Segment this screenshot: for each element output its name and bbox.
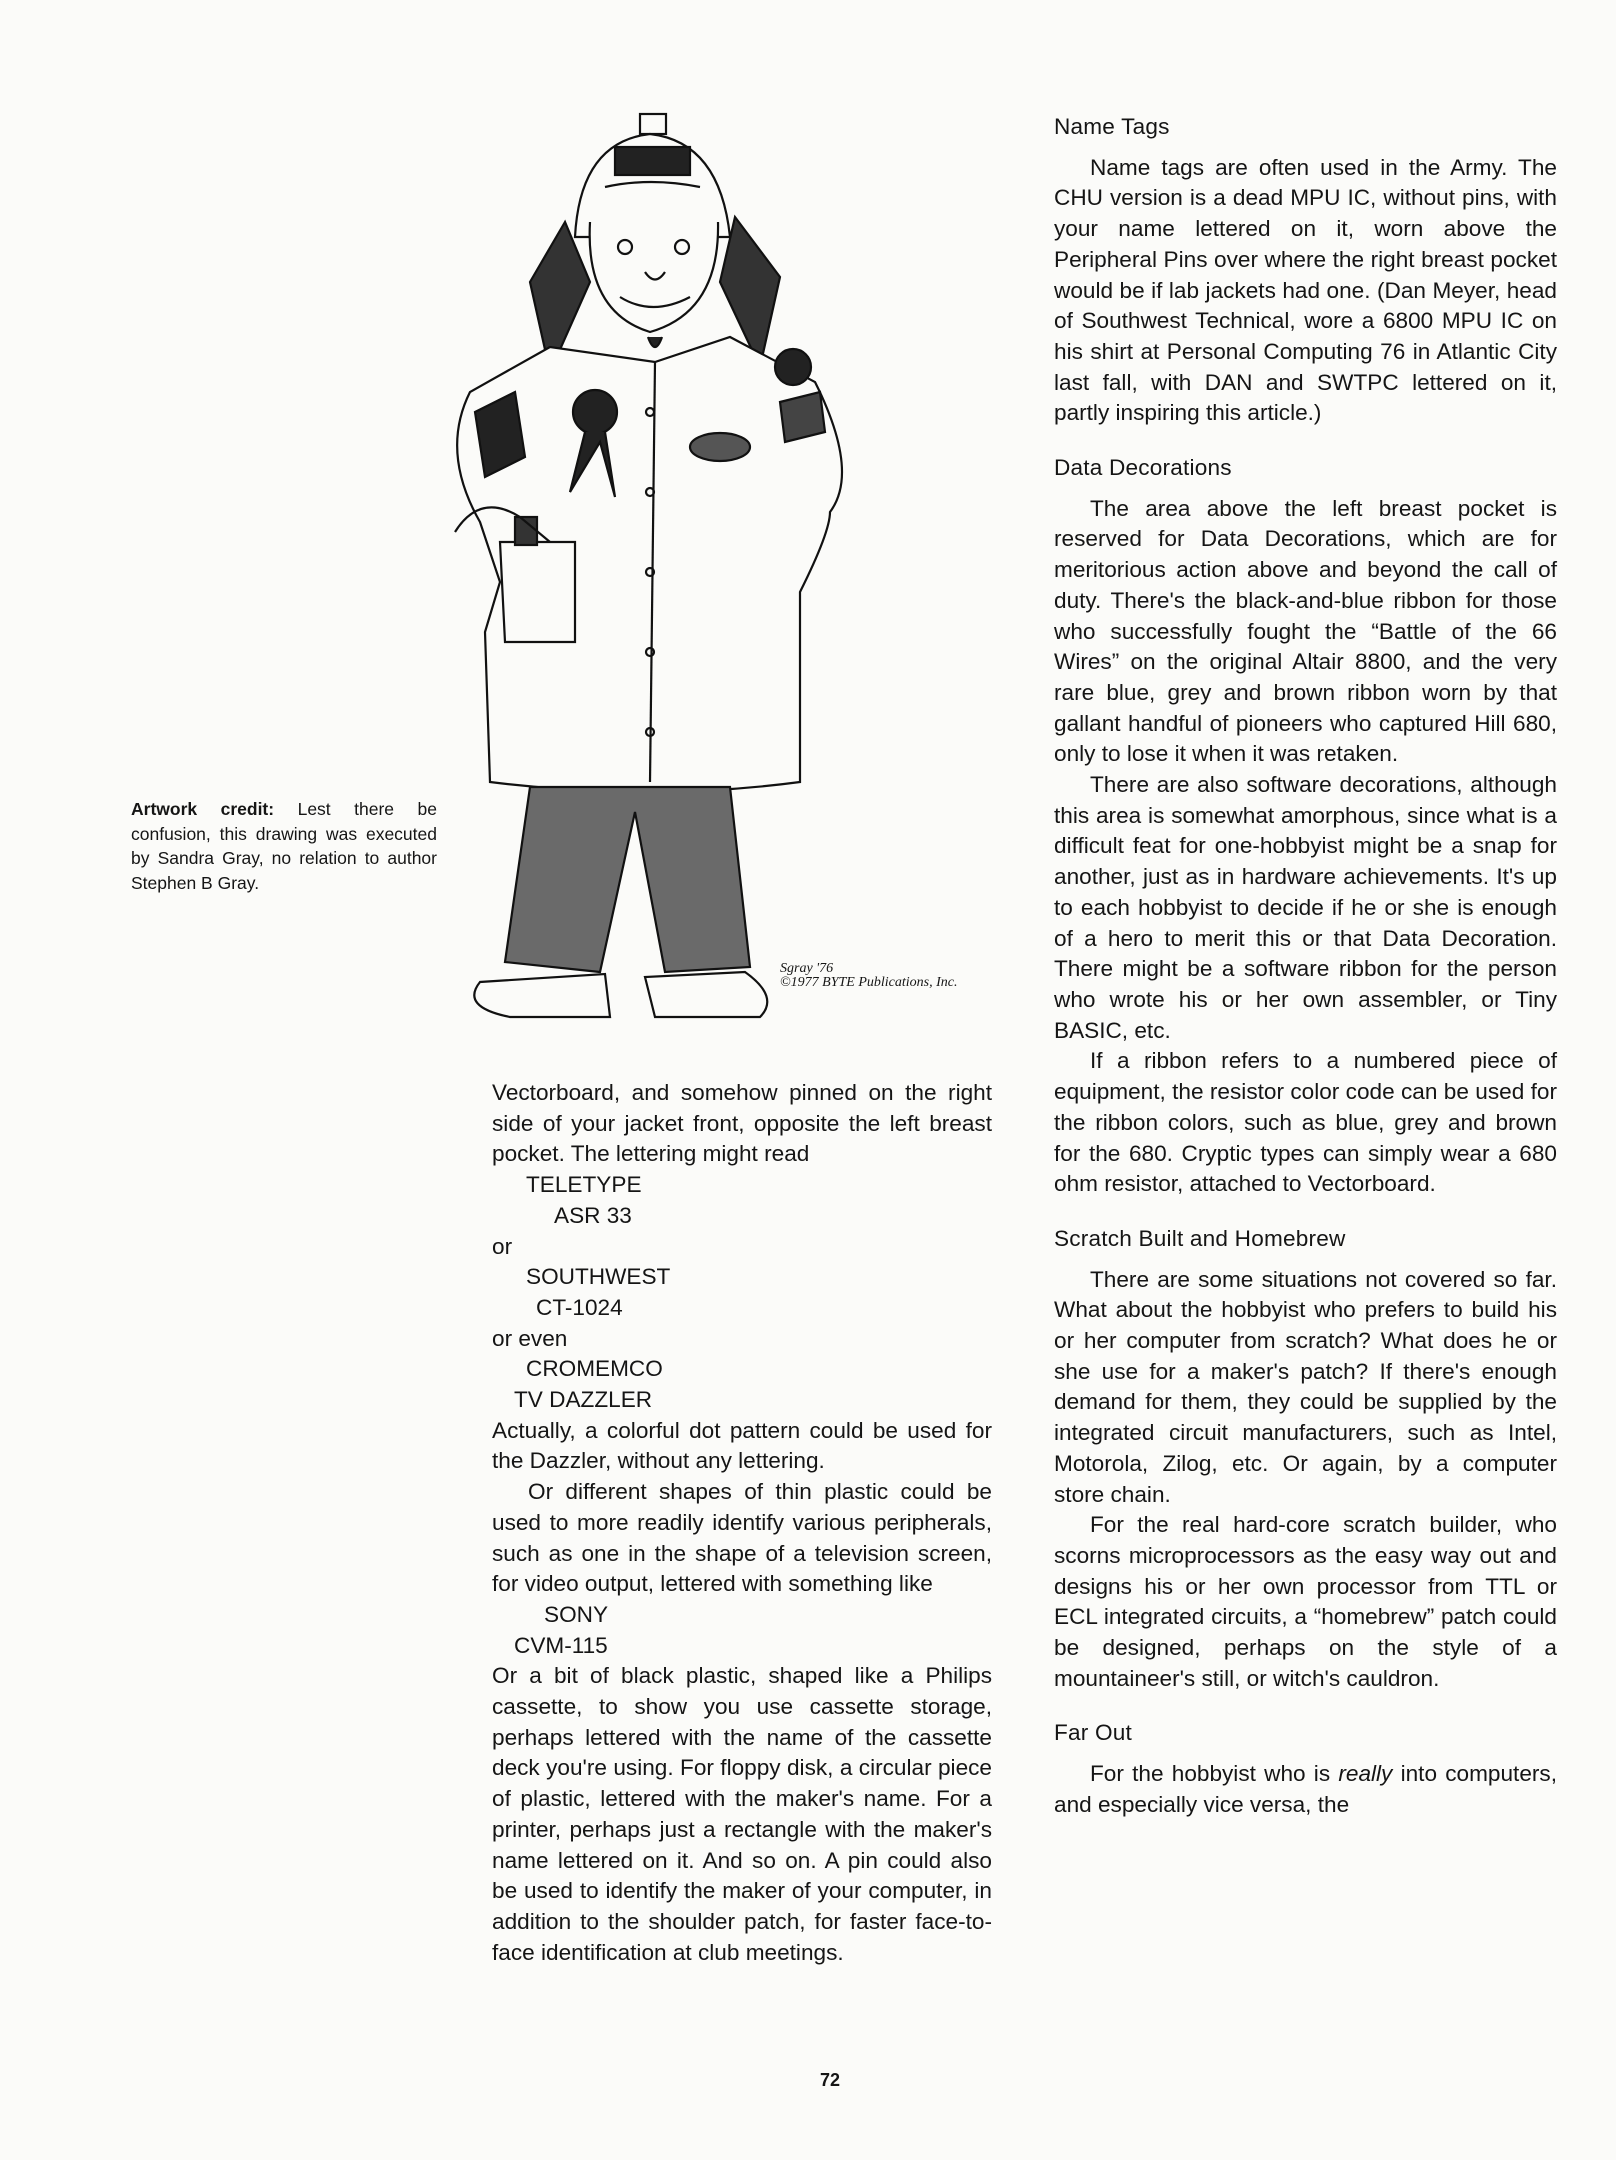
paragraph: There are also software decorations, although this area is somewhat amorphous, since what is a difficult feat for one-hobbyist might be a snap for another, just as in hardware achievements. It's up to each hobbyist to decide if he or she is enough of a hero to merit this or that Data Decoration. There might be a software ribbon for the person who wrote his or her own assembler, or Tiny BASIC, etc. [1054,772,1557,1043]
caption-text: Lest there be confusion, this drawing was executed by Sandra Gray, no relation to author Stephen B Gray. [131,799,437,893]
section-heading-name-tags: Name Tags [1054,114,1170,139]
paragraph: Vectorboard, and somehow pinned on the right side of your jacket front, opposite the left breast pocket. The lettering might read [492,1080,992,1167]
example-label-line: TELETYPE [526,1172,642,1198]
artist-signature [780,962,957,990]
paragraph [1054,1759,1557,1820]
page-number: 72 [820,2070,841,2090]
paragraph: There are some situations not covered so far. What about the hobbyist who prefers to build his or her computer from scratch? What does he or she use for a maker's patch? If there's enough demand for them, they could be supplied by the integrated circuit manufacturers, such as Intel, Motorola, Zilog, etc. Or again, by a computer store chain. [1054,1266,1557,1507]
section-heading-data-decorations: Data Decorations [1054,455,1232,481]
emphasis-text: really [1338,1761,1393,1787]
paragraph: Name tags are often used in the Army. The CHU version is a dead MPU IC, without pins, with your name lettered on it, worn above the Peripheral Pins over where the right breast pocket would be if lab jackets had one. (Dan Meyer, head of Southwest Technical, wore a 6800 MPU IC on his shirt at Personal Computing 76 in Atlantic City last fall, with DAN and SWTPC lettered on it, partly inspiring this article.) [1054,154,1557,426]
left-column [492,1078,992,1968]
connector-text: or even [492,1325,568,1351]
paragraph: Actually, a colorful dot pattern could be used for the Dazzler, without any lettering. [492,1417,992,1474]
example-label-line: CVM-115 [514,1632,608,1658]
paragraph: The area above the left breast pocket is reserved for Data Decorations, which are for meritorious action above and beyond the call of duty. There's the black-and-blue ribbon for those who successfully fought the “Battle of the 66 Wires” on the original Altair 8800, and the very rare blue, grey and brown ribbon worn by that gallant handful of pioneers who captured Hill 680, only to lose it when it was retaken. [1054,495,1557,767]
example-label-line: TV DAZZLER [514,1387,653,1413]
connector-text: or [492,1233,513,1259]
paragraph: If a ribbon refers to a numbered piece of equipment, the resistor color code can be used for the ribbon colors, such as blue, grey and brown for the 680. Cryptic types can simply wear a 680 ohm resistor, attached to Vectorboard. [1054,1048,1557,1197]
section-heading-scratch-built: Scratch Built and Homebrew [1054,1225,1346,1251]
copyright-text: ©1977 BYTE Publications, Inc. [780,975,958,990]
signature-text: Sgray '76 [780,961,834,976]
caption-label: Artwork credit: [131,799,275,819]
text-run: into computers, and especially vice versa, the [1054,1761,1557,1817]
helmet-connector [640,114,666,134]
example-label-line: SOUTHWEST [526,1264,671,1290]
paragraph: Or different shapes of thin plastic could be used to more readily identify various peripherals, such as one in the shape of a television screen, for video output, lettered with something like [492,1479,992,1597]
example-label-line: CT-1024 [536,1294,623,1320]
text-run: For the hobbyist who is [1090,1761,1339,1787]
paragraph: For the real hard-core scratch builder, who scorns microprocessors as the easy way out and designs his or her own processor from TTL or ECL integrated circuits, a “homebrew” patch could be designed, perhaps on the style of a mountaineer's still, or witch's cauldron. [1054,1512,1557,1691]
illustration-computer-hobbyist-uniform [400,112,1000,1042]
section-heading-far-out: Far Out [1054,1720,1132,1746]
artwork-credit-caption [131,797,437,895]
example-label-line: CROMEMCO [526,1356,663,1382]
paragraph: Or a bit of black plastic, shaped like a Philips cassette, to show you use cassette storage, perhaps lettered with the name of the cassette deck you're using. For floppy disk, a circular piece of plastic, lettered with the maker's name. For a printer, perhaps just a rectangle with the maker's name lettered on it. And so on. A pin could also be used to identify the maker of your computer, in addition to the shoulder patch, for faster face-to-face identification at club meetings. [492,1663,992,1965]
example-label-line: SONY [544,1601,609,1627]
right-column [1054,112,1557,1821]
example-label-line: ASR 33 [554,1202,632,1228]
